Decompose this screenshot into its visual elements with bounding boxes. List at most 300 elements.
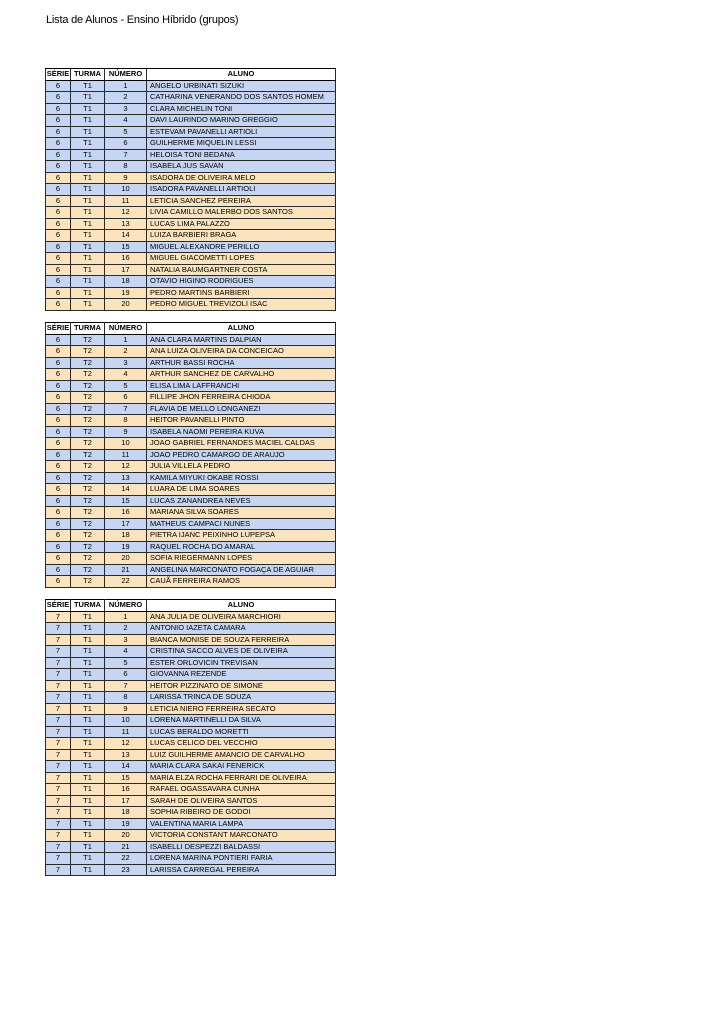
turma-cell: T2 xyxy=(71,576,105,588)
aluno-cell: LIVIA CAMILLO MALERBO DOS SANTOS xyxy=(147,207,336,219)
serie-cell: 6 xyxy=(46,357,71,369)
turma-cell: T1 xyxy=(71,241,105,253)
serie-cell: 6 xyxy=(46,576,71,588)
aluno-cell: MARIA CLARA SAKAI FENERICK xyxy=(147,761,336,773)
turma-cell: T2 xyxy=(71,403,105,415)
aluno-cell: DAVI LAURINDO MARINO GREGGIO xyxy=(147,115,336,127)
numero-cell: 21 xyxy=(105,564,147,576)
table-row xyxy=(46,253,336,265)
table-row xyxy=(46,772,336,784)
serie-cell: 6 xyxy=(46,253,71,265)
serie-cell: 6 xyxy=(46,461,71,473)
table-row xyxy=(46,276,336,288)
turma-cell: T1 xyxy=(71,218,105,230)
aluno-cell: CAUÃ FERREIRA RAMOS xyxy=(147,576,336,588)
serie-cell: 6 xyxy=(46,115,71,127)
serie-cell: 6 xyxy=(46,415,71,427)
turma-cell: T1 xyxy=(71,646,105,658)
serie-cell: 6 xyxy=(46,369,71,381)
aluno-cell: RAQUEL ROCHA DO AMARAL xyxy=(147,541,336,553)
numero-cell: 1 xyxy=(105,80,147,92)
table-row xyxy=(46,218,336,230)
serie-cell: 6 xyxy=(46,403,71,415)
table-row xyxy=(46,784,336,796)
numero-cell: 8 xyxy=(105,415,147,427)
aluno-cell: HELOISA TONI BEDANA xyxy=(147,149,336,161)
serie-cell: 6 xyxy=(46,346,71,358)
numero-cell: 2 xyxy=(105,623,147,635)
numero-cell: 22 xyxy=(105,853,147,865)
numero-cell: 16 xyxy=(105,784,147,796)
aluno-cell: ANA JULIA DE OLIVEIRA MARCHIORI xyxy=(147,611,336,623)
turma-cell: T1 xyxy=(71,795,105,807)
serie-cell: 6 xyxy=(46,172,71,184)
student-table xyxy=(45,68,336,311)
aluno-cell: CRISTINA SACCO ALVES DE OLIVEIRA xyxy=(147,646,336,658)
table-row xyxy=(46,299,336,311)
table-row xyxy=(46,703,336,715)
table-row xyxy=(46,657,336,669)
table-row xyxy=(46,715,336,727)
turma-cell: T1 xyxy=(71,669,105,681)
table-row xyxy=(46,818,336,830)
header-serie: SÉRIE xyxy=(46,69,70,79)
numero-cell: 13 xyxy=(105,218,147,230)
numero-cell: 14 xyxy=(105,230,147,242)
table-row xyxy=(46,103,336,115)
turma-cell: T1 xyxy=(71,161,105,173)
table-row xyxy=(46,161,336,173)
header-serie: SÉRIE xyxy=(46,323,70,333)
turma-cell: T1 xyxy=(71,253,105,265)
numero-cell: 14 xyxy=(105,761,147,773)
turma-cell: T2 xyxy=(71,415,105,427)
turma-cell: T2 xyxy=(71,346,105,358)
turma-cell: T1 xyxy=(71,657,105,669)
numero-cell: 2 xyxy=(105,92,147,104)
aluno-cell: PEDRO MIGUEL TREVIZOLI ISAC xyxy=(147,299,336,311)
aluno-cell: HEITOR PIZZINATO DE SIMONE xyxy=(147,680,336,692)
numero-cell: 20 xyxy=(105,553,147,565)
table-row xyxy=(46,184,336,196)
aluno-cell: MARIANA SILVA SOARES xyxy=(147,507,336,519)
student-table xyxy=(45,599,336,876)
serie-cell: 6 xyxy=(46,207,71,219)
aluno-cell: MATHEUS CAMPACI NUNES xyxy=(147,518,336,530)
numero-cell: 2 xyxy=(105,346,147,358)
student-table xyxy=(45,322,336,588)
turma-cell: T2 xyxy=(71,392,105,404)
numero-cell: 18 xyxy=(105,530,147,542)
turma-cell: T1 xyxy=(71,772,105,784)
serie-cell: 7 xyxy=(46,646,71,658)
table-row xyxy=(46,449,336,461)
numero-cell: 7 xyxy=(105,149,147,161)
table-row xyxy=(46,80,336,92)
serie-cell: 6 xyxy=(46,195,71,207)
numero-cell: 10 xyxy=(105,438,147,450)
serie-cell: 6 xyxy=(46,438,71,450)
turma-cell: T1 xyxy=(71,195,105,207)
table-row xyxy=(46,864,336,876)
serie-cell: 7 xyxy=(46,726,71,738)
aluno-cell: LUIZ GUILHERME AMANCIO DE CARVALHO xyxy=(147,749,336,761)
header-turma: TURMA xyxy=(71,69,105,81)
numero-cell: 18 xyxy=(105,807,147,819)
aluno-cell: PEDRO MARTINS BARBIERI xyxy=(147,287,336,299)
turma-cell: T1 xyxy=(71,80,105,92)
table-header-row xyxy=(46,323,336,335)
turma-cell: T1 xyxy=(71,749,105,761)
table-row xyxy=(46,115,336,127)
aluno-cell: ANA CLARA MARTINS DALPIAN xyxy=(147,334,336,346)
table-row xyxy=(46,853,336,865)
table-row xyxy=(46,346,336,358)
numero-cell: 4 xyxy=(105,369,147,381)
aluno-cell: JOAO GABRIEL FERNANDES MACIEL CALDAS xyxy=(147,438,336,450)
table-row xyxy=(46,172,336,184)
numero-cell: 5 xyxy=(105,126,147,138)
aluno-cell: LARISSA TRINCA DE SOUZA xyxy=(147,692,336,704)
turma-cell: T1 xyxy=(71,299,105,311)
serie-cell: 6 xyxy=(46,426,71,438)
aluno-cell: LETICIA NIERO FERREIRA SECATO xyxy=(147,703,336,715)
serie-cell: 7 xyxy=(46,657,71,669)
aluno-cell: LUCAS BERALDO MORETTI xyxy=(147,726,336,738)
turma-cell: T1 xyxy=(71,115,105,127)
numero-cell: 7 xyxy=(105,680,147,692)
serie-cell: 6 xyxy=(46,484,71,496)
table-row xyxy=(46,726,336,738)
aluno-cell: ELISA LIMA LAFFRANCHI xyxy=(147,380,336,392)
aluno-cell: MIGUEL ALEXANDRE PERILLO xyxy=(147,241,336,253)
table-row xyxy=(46,680,336,692)
aluno-cell: ANGELO URBINATI SIZUKI xyxy=(147,80,336,92)
aluno-cell: CLARA MICHELIN TONI xyxy=(147,103,336,115)
numero-cell: 15 xyxy=(105,772,147,784)
table-row xyxy=(46,841,336,853)
table-row xyxy=(46,611,336,623)
turma-cell: T2 xyxy=(71,495,105,507)
numero-cell: 4 xyxy=(105,646,147,658)
table-row xyxy=(46,461,336,473)
serie-cell: 7 xyxy=(46,634,71,646)
serie-cell: 6 xyxy=(46,449,71,461)
serie-cell: 6 xyxy=(46,184,71,196)
serie-cell: 7 xyxy=(46,680,71,692)
aluno-cell: VICTORIA CONSTANT MARCONATO xyxy=(147,830,336,842)
numero-cell: 4 xyxy=(105,115,147,127)
serie-cell: 7 xyxy=(46,669,71,681)
numero-cell: 17 xyxy=(105,264,147,276)
aluno-cell: ISADORA DE OLIVEIRA MELO xyxy=(147,172,336,184)
numero-cell: 23 xyxy=(105,864,147,876)
numero-cell: 7 xyxy=(105,403,147,415)
numero-cell: 8 xyxy=(105,161,147,173)
serie-cell: 7 xyxy=(46,761,71,773)
turma-cell: T2 xyxy=(71,438,105,450)
table-row xyxy=(46,369,336,381)
serie-cell: 7 xyxy=(46,841,71,853)
numero-cell: 3 xyxy=(105,357,147,369)
turma-cell: T1 xyxy=(71,830,105,842)
serie-cell: 7 xyxy=(46,611,71,623)
table-row xyxy=(46,357,336,369)
aluno-cell: MARIA ELZA ROCHA FERRARI DE OLIVEIRA xyxy=(147,772,336,784)
numero-cell: 17 xyxy=(105,518,147,530)
table-row xyxy=(46,207,336,219)
table-header-row xyxy=(46,600,336,612)
turma-cell: T2 xyxy=(71,472,105,484)
serie-cell: 6 xyxy=(46,299,71,311)
turma-cell: T1 xyxy=(71,207,105,219)
numero-cell: 20 xyxy=(105,830,147,842)
numero-cell: 10 xyxy=(105,184,147,196)
aluno-cell: ESTEVAM PAVANELLI ARTIOLI xyxy=(147,126,336,138)
aluno-cell: LORENA MARTINELLI DA SILVA xyxy=(147,715,336,727)
table-row xyxy=(46,646,336,658)
aluno-cell: VALENTINA MARIA LAMPA xyxy=(147,818,336,830)
aluno-cell: KAMILA MIYUKI OKABE ROSSI xyxy=(147,472,336,484)
numero-cell: 11 xyxy=(105,195,147,207)
numero-cell: 12 xyxy=(105,207,147,219)
header-aluno: ALUNO xyxy=(147,323,336,335)
turma-cell: T2 xyxy=(71,518,105,530)
header-numero: NÚMERO xyxy=(105,600,147,612)
turma-cell: T1 xyxy=(71,264,105,276)
serie-cell: 7 xyxy=(46,830,71,842)
turma-cell: T1 xyxy=(71,230,105,242)
aluno-cell: SOPHIA RIBEIRO DE GODOI xyxy=(147,807,336,819)
serie-cell: 6 xyxy=(46,334,71,346)
numero-cell: 14 xyxy=(105,484,147,496)
serie-cell: 7 xyxy=(46,864,71,876)
turma-cell: T2 xyxy=(71,461,105,473)
aluno-cell: ANTONIO IAZETA CAMARA xyxy=(147,623,336,635)
turma-cell: T2 xyxy=(71,449,105,461)
numero-cell: 6 xyxy=(105,392,147,404)
table-row xyxy=(46,149,336,161)
turma-cell: T1 xyxy=(71,634,105,646)
aluno-cell: ISADORA PAVANELLI ARTIOLI xyxy=(147,184,336,196)
numero-cell: 1 xyxy=(105,334,147,346)
numero-cell: 9 xyxy=(105,426,147,438)
aluno-cell: LUCAS LIMA PALAZZO xyxy=(147,218,336,230)
turma-cell: T1 xyxy=(71,841,105,853)
turma-cell: T1 xyxy=(71,149,105,161)
header-turma: TURMA xyxy=(71,323,105,335)
turma-cell: T1 xyxy=(71,611,105,623)
serie-cell: 7 xyxy=(46,703,71,715)
turma-cell: T1 xyxy=(71,287,105,299)
turma-cell: T1 xyxy=(71,726,105,738)
serie-cell: 6 xyxy=(46,241,71,253)
turma-cell: T1 xyxy=(71,864,105,876)
numero-cell: 12 xyxy=(105,461,147,473)
header-aluno: ALUNO xyxy=(147,69,336,81)
table-row xyxy=(46,195,336,207)
table-row xyxy=(46,138,336,150)
header-serie: SÉRIE xyxy=(46,600,70,610)
aluno-cell: ARTHUR SANCHEZ DE CARVALHO xyxy=(147,369,336,381)
serie-cell: 7 xyxy=(46,795,71,807)
header-numero: NÚMERO xyxy=(105,323,147,335)
aluno-cell: FLAVIA DE MELLO LONGANEZI xyxy=(147,403,336,415)
table-row xyxy=(46,472,336,484)
turma-cell: T1 xyxy=(71,172,105,184)
serie-cell: 6 xyxy=(46,161,71,173)
table-row xyxy=(46,669,336,681)
numero-cell: 11 xyxy=(105,726,147,738)
turma-cell: T1 xyxy=(71,853,105,865)
serie-cell: 6 xyxy=(46,138,71,150)
turma-cell: T1 xyxy=(71,692,105,704)
table-row xyxy=(46,761,336,773)
table-row xyxy=(46,518,336,530)
turma-cell: T2 xyxy=(71,507,105,519)
table-row xyxy=(46,807,336,819)
table-row xyxy=(46,692,336,704)
aluno-cell: FILLIPE JHON FERREIRA CHIODA xyxy=(147,392,336,404)
table-header-row xyxy=(46,69,336,81)
table-row xyxy=(46,126,336,138)
turma-cell: T2 xyxy=(71,530,105,542)
serie-cell: 6 xyxy=(46,92,71,104)
serie-cell: 6 xyxy=(46,287,71,299)
serie-cell: 6 xyxy=(46,230,71,242)
numero-cell: 9 xyxy=(105,703,147,715)
header-numero: NÚMERO xyxy=(105,69,147,81)
numero-cell: 12 xyxy=(105,738,147,750)
aluno-cell: LUARA DE LIMA SOARES xyxy=(147,484,336,496)
numero-cell: 16 xyxy=(105,507,147,519)
numero-cell: 13 xyxy=(105,472,147,484)
numero-cell: 3 xyxy=(105,103,147,115)
numero-cell: 13 xyxy=(105,749,147,761)
serie-cell: 6 xyxy=(46,564,71,576)
numero-cell: 20 xyxy=(105,299,147,311)
table-row xyxy=(46,92,336,104)
table-row xyxy=(46,415,336,427)
aluno-cell: LORENA MARINA PONTIERI FARIA xyxy=(147,853,336,865)
turma-cell: T2 xyxy=(71,553,105,565)
aluno-cell: HEITOR PAVANELLI PINTO xyxy=(147,415,336,427)
table-row xyxy=(46,392,336,404)
turma-cell: T1 xyxy=(71,680,105,692)
table-row xyxy=(46,553,336,565)
turma-cell: T2 xyxy=(71,357,105,369)
numero-cell: 16 xyxy=(105,253,147,265)
table-row xyxy=(46,564,336,576)
numero-cell: 6 xyxy=(105,138,147,150)
aluno-cell: LUCAS CELICO DEL VECCHIO xyxy=(147,738,336,750)
aluno-cell: ISABELLI DESPEZZI BALDASSI xyxy=(147,841,336,853)
serie-cell: 6 xyxy=(46,553,71,565)
aluno-cell: MIGUEL GIACOMETTI LOPES xyxy=(147,253,336,265)
turma-cell: T2 xyxy=(71,564,105,576)
aluno-cell: JOAO PEDRO CAMARGO DE ARAUJO xyxy=(147,449,336,461)
numero-cell: 18 xyxy=(105,276,147,288)
aluno-cell: NATALIA BAUMGARTNER COSTA xyxy=(147,264,336,276)
numero-cell: 5 xyxy=(105,380,147,392)
table-row xyxy=(46,749,336,761)
turma-cell: T2 xyxy=(71,380,105,392)
table-row xyxy=(46,634,336,646)
header-aluno: ALUNO xyxy=(147,600,336,612)
numero-cell: 19 xyxy=(105,541,147,553)
table-row xyxy=(46,830,336,842)
turma-cell: T1 xyxy=(71,92,105,104)
table-row xyxy=(46,380,336,392)
serie-cell: 7 xyxy=(46,853,71,865)
table-row xyxy=(46,230,336,242)
serie-cell: 6 xyxy=(46,80,71,92)
aluno-cell: ISABELA NAOMI PEREIRA KUVA xyxy=(147,426,336,438)
turma-cell: T1 xyxy=(71,818,105,830)
serie-cell: 6 xyxy=(46,472,71,484)
aluno-cell: SARAH DE OLIVEIRA SANTOS xyxy=(147,795,336,807)
serie-cell: 6 xyxy=(46,507,71,519)
aluno-cell: RAFAEL OGASSAVARA CUNHA xyxy=(147,784,336,796)
page-title: Lista de Alunos - Ensino Híbrido (grupos) xyxy=(46,14,239,26)
aluno-cell: CATHARINA VENERANDO DOS SANTOS HOMEM xyxy=(147,92,336,104)
turma-cell: T1 xyxy=(71,807,105,819)
turma-cell: T1 xyxy=(71,761,105,773)
numero-cell: 3 xyxy=(105,634,147,646)
serie-cell: 7 xyxy=(46,715,71,727)
aluno-cell: LUCAS ZANANDREA NEVES xyxy=(147,495,336,507)
numero-cell: 6 xyxy=(105,669,147,681)
turma-cell: T1 xyxy=(71,184,105,196)
numero-cell: 19 xyxy=(105,287,147,299)
aluno-cell: LUIZA BARBIERI BRAGA xyxy=(147,230,336,242)
serie-cell: 7 xyxy=(46,623,71,635)
table-row xyxy=(46,738,336,750)
aluno-cell: ISABELA JUS SAVAN xyxy=(147,161,336,173)
table-row xyxy=(46,426,336,438)
turma-cell: T1 xyxy=(71,703,105,715)
aluno-cell: GUILHERME MIQUELIN LESSI xyxy=(147,138,336,150)
serie-cell: 6 xyxy=(46,495,71,507)
serie-cell: 7 xyxy=(46,749,71,761)
numero-cell: 9 xyxy=(105,172,147,184)
turma-cell: T2 xyxy=(71,369,105,381)
serie-cell: 6 xyxy=(46,149,71,161)
aluno-cell: ANGELINA MARCONATO FOGAÇA DE AGUIAR xyxy=(147,564,336,576)
table-row xyxy=(46,438,336,450)
serie-cell: 6 xyxy=(46,530,71,542)
turma-cell: T1 xyxy=(71,138,105,150)
table-row xyxy=(46,484,336,496)
table-row xyxy=(46,507,336,519)
numero-cell: 1 xyxy=(105,611,147,623)
table-row xyxy=(46,795,336,807)
serie-cell: 6 xyxy=(46,541,71,553)
aluno-cell: OTAVIO HIGINO RODRIGUES xyxy=(147,276,336,288)
turma-cell: T1 xyxy=(71,715,105,727)
numero-cell: 11 xyxy=(105,449,147,461)
serie-cell: 6 xyxy=(46,218,71,230)
table-row xyxy=(46,334,336,346)
table-row xyxy=(46,495,336,507)
numero-cell: 5 xyxy=(105,657,147,669)
serie-cell: 7 xyxy=(46,772,71,784)
table-row xyxy=(46,541,336,553)
table-row xyxy=(46,530,336,542)
turma-cell: T1 xyxy=(71,126,105,138)
numero-cell: 15 xyxy=(105,495,147,507)
turma-cell: T1 xyxy=(71,738,105,750)
